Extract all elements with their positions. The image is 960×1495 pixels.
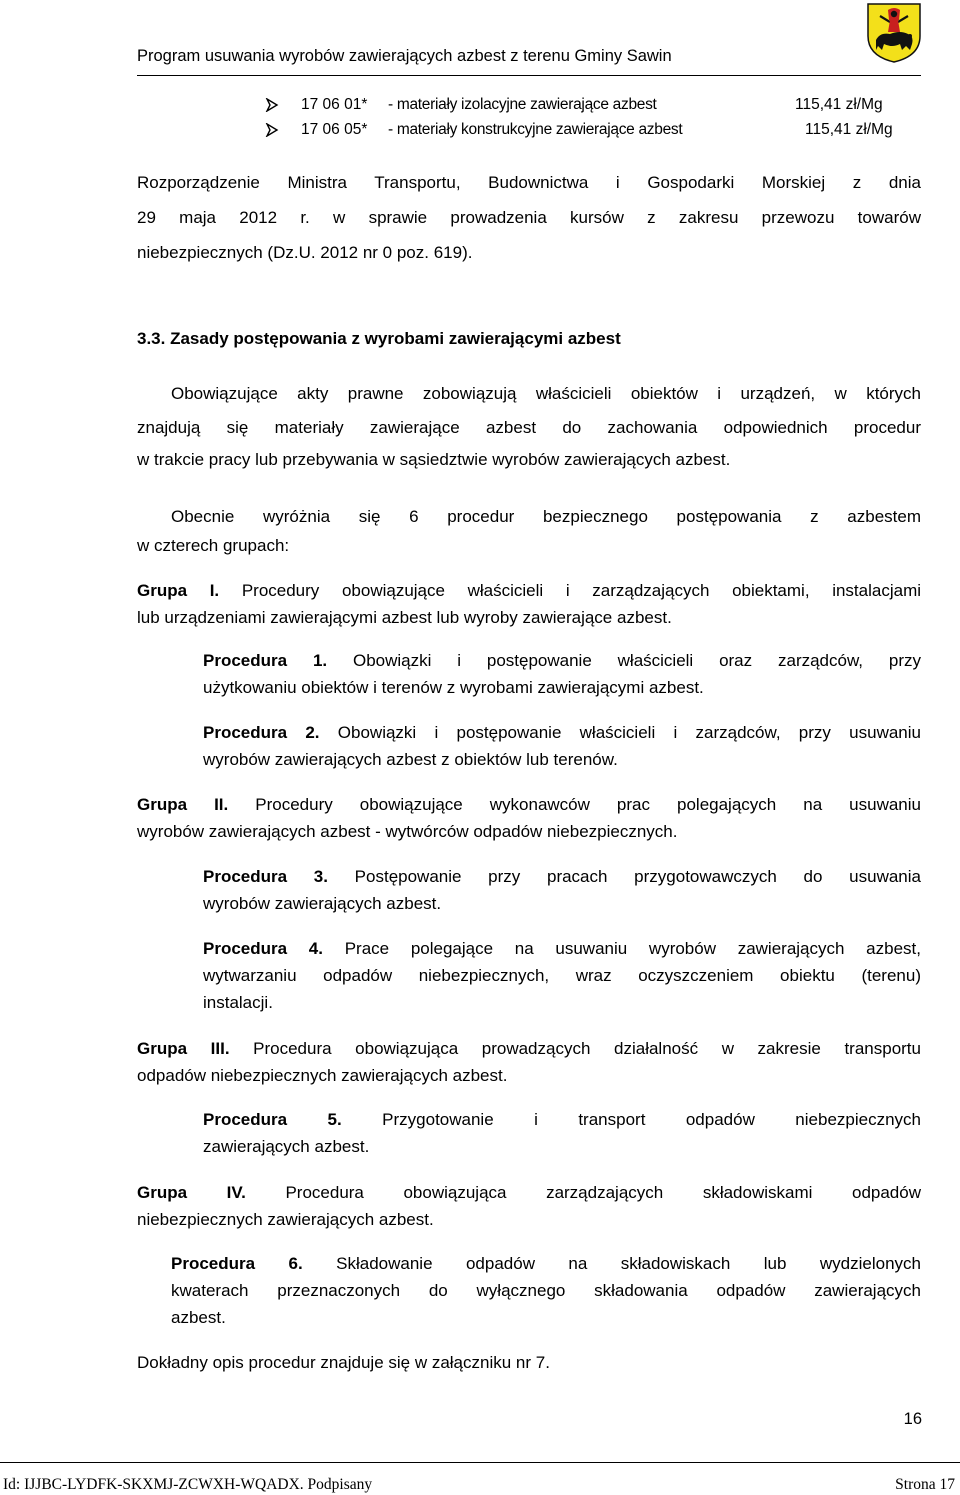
group-label: Grupa IV. [137,1183,246,1202]
procedure-label: Procedura 4. [203,939,323,958]
procedure-6-paragraph: Procedura 6. Składowanie odpadów na składowiskach lub wydzielonych kwaterach przeznaczonych do wyłącznego składowania odpadów zawierających azbest. [171,1254,921,1327]
group-label: Grupa III. [137,1039,230,1058]
group-1-paragraph: Grupa I. Procedury obowiązujące właścicieli i zarządzających obiektami, instalacjami lub urządzeniami zawierającymi azbest lub wyroby zawierające azbest. [137,581,922,627]
procedure-5-paragraph: Procedura 5. Przygotowanie i transport odpadów niebezpiecznych zawierających azbest. [203,1110,921,1156]
arrowhead-bullet-icon [265,98,279,112]
procedure-1-paragraph: Procedura 1. Obowiązki i postępowanie właścicieli oraz zarządców, przy użytkowaniu obiektów i terenów z wyrobami zawierającymi azbest. [203,651,921,697]
waste-description: - materiały konstrukcyjne zawierające azbest [388,121,683,138]
procedure-label: Procedura 1. [203,651,328,670]
procedures-count-paragraph: Obecnie wyróżnia się 6 procedur bezpiecznego postępowania z azbestem w czterech grupach: [137,507,921,555]
document-signature-id: Id: IJJBC-LYDFK-SKXMJ-ZCWXH-WQADX. Podpisany [3,1476,373,1493]
section-heading: 3.3. Zasady postępowania z wyrobami zawierającymi azbest [137,329,621,348]
intro-paragraph: Obowiązujące akty prawne zobowiązują właścicieli obiektów i urządzeń, w których znajdują się materiały zawierające azbest do zachowania odpowiednich procedur w trakcie pracy lub przebywania w sąsiedztwie wyrobów zawierających azbest. [137,384,921,469]
group-3-paragraph: Grupa III. Procedura obowiązująca prowadzących działalność w zakresie transportu odpadów niebezpiecznych zawierających azbest. [137,1039,921,1085]
page-counter: Strona 17 [895,1476,955,1493]
procedure-3-paragraph: Procedura 3. Postępowanie przy pracach przygotowawczych do usuwania wyrobów zawierających azbest. [203,867,921,913]
waste-code: 17 06 01* [301,96,368,113]
waste-description: - materiały izolacyjne zawierające azbest [388,96,657,113]
footer-rule [0,1462,960,1463]
arrowhead-bullet-icon [265,123,279,137]
page-number: 16 [903,1410,922,1428]
procedure-4-paragraph: Procedura 4. Prace polegające na usuwaniu wyrobów zawierających azbest, wytwarzaniu odpadów niebezpiecznych, wraz oczyszczeniem obiektu (terenu) instalacji. [203,939,921,1012]
closing-paragraph: Dokładny opis procedur znajduje się w załączniku nr 7. [137,1353,550,1372]
list-item [265,96,925,116]
group-label: Grupa I. [137,581,220,600]
group-2-paragraph: Grupa II. Procedury obowiązujące wykonawców prac polegających na usuwaniu wyrobów zawierających azbest - wytwórców odpadów niebezpiecznych. [137,795,921,841]
header-rule [137,75,921,76]
procedure-label: Procedura 6. [171,1254,303,1273]
header-title: Program usuwania wyrobów zawierających azbest z terenu Gminy Sawin [137,47,672,65]
coat-of-arms-icon [866,2,922,64]
group-4-paragraph: Grupa IV. Procedura obowiązująca zarządzających składowiskami odpadów niebezpiecznych zawierających azbest. [137,1183,921,1229]
regulation-paragraph: Rozporządzenie Ministra Transportu, Budownictwa i Gospodarki Morskiej z dnia 29 maja 2012 r. w sprawie prowadzenia kursów z zakresu przewozu towarów niebezpiecznych (Dz.U. 2012 nr 0 poz. 619). [137,173,921,262]
group-label: Grupa II. [137,795,229,814]
procedure-2-paragraph: Procedura 2. Obowiązki i postępowanie właścicieli i zarządców, przy usuwaniu wyrobów zawierających azbest z obiektów lub terenów. [203,723,921,769]
waste-price: 115,41 zł/Mg [805,121,893,138]
procedure-label: Procedura 5. [203,1110,342,1129]
list-item [265,121,925,141]
procedure-label: Procedura 2. [203,723,320,742]
procedure-label: Procedura 3. [203,867,328,886]
waste-code: 17 06 05* [301,121,368,138]
waste-price: 115,41 zł/Mg [795,96,883,113]
